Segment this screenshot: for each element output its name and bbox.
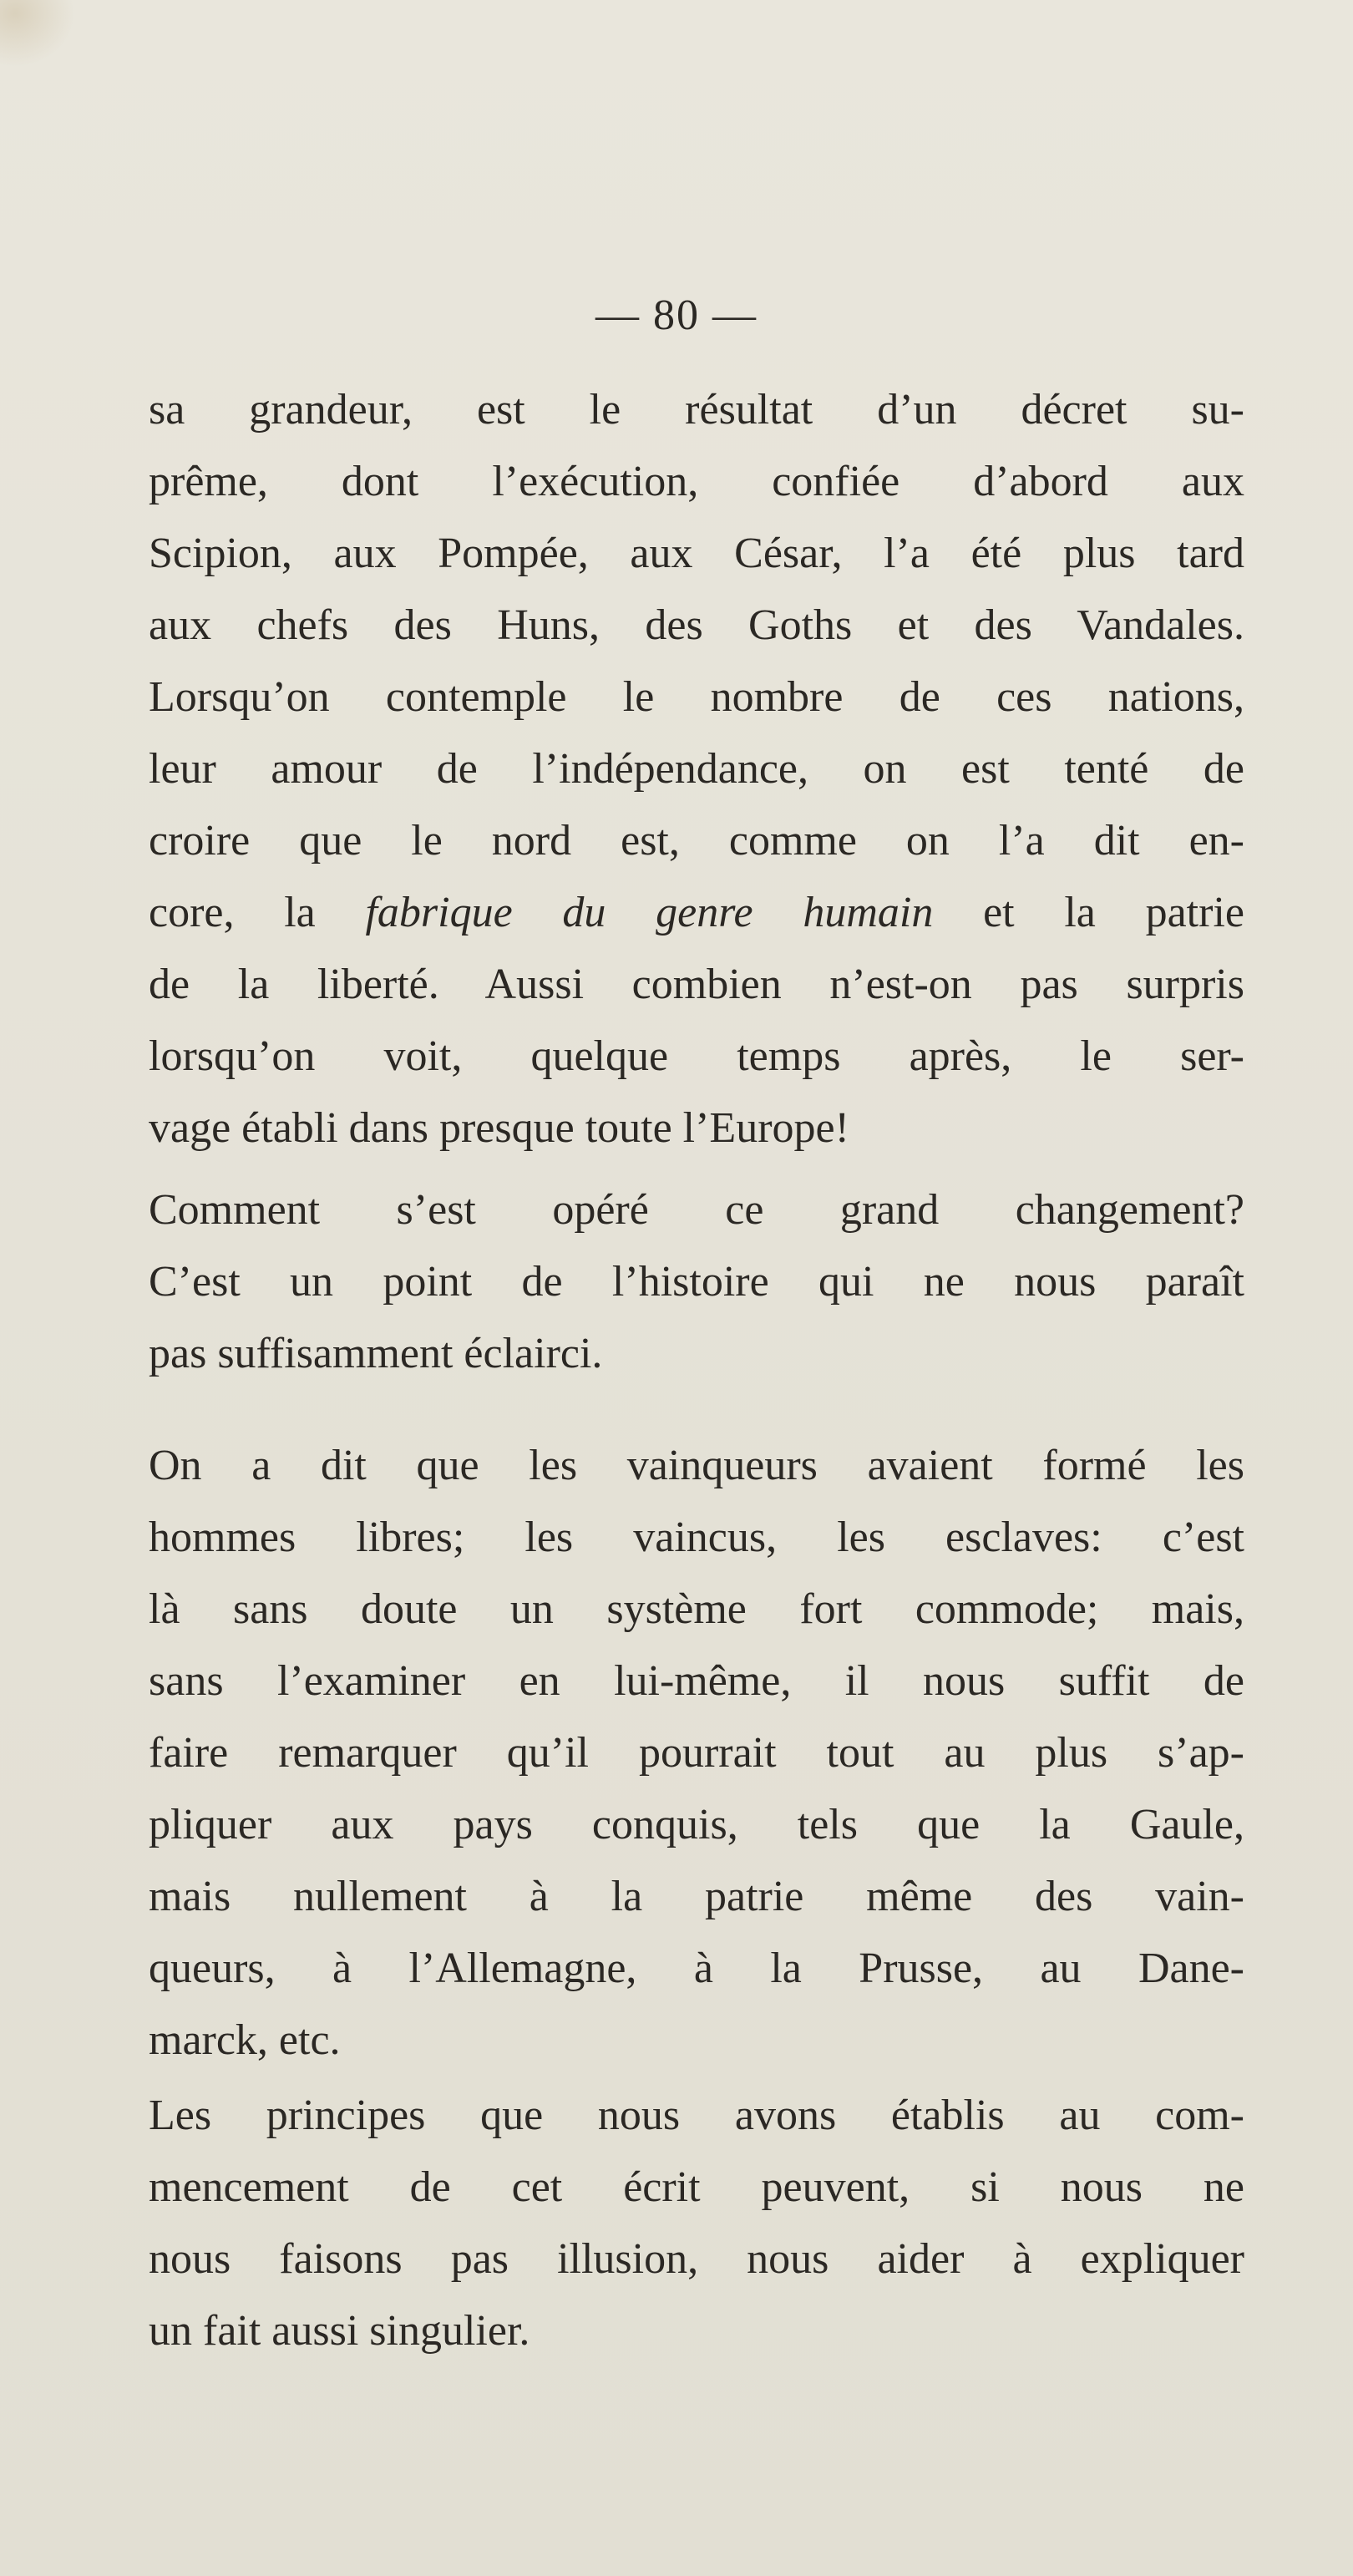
- page-number: — 80 —: [595, 292, 758, 339]
- text-line: Les principes que nous avons établis au com-: [149, 2092, 1244, 2139]
- text-line: Lorsqu’on contemple le nombre de ces nations,: [149, 673, 1244, 721]
- text-line: un fait aussi singulier.: [149, 2307, 530, 2355]
- italic-phrase: fabrique du genre humain: [365, 889, 934, 936]
- text-line: de la liberté. Aussi combien n’est-on pas surpris: [149, 961, 1244, 1008]
- text-line: C’est un point de l’histoire qui ne nous paraît: [149, 1258, 1244, 1306]
- text-line: sa grandeur, est le résultat d’un décret su-: [149, 386, 1244, 434]
- text-line: On a dit que les vainqueurs avaient formé les: [149, 1442, 1244, 1489]
- text-line: pas suffisamment éclairci.: [149, 1330, 603, 1377]
- text-line: mais nullement à la patrie même des vain-: [149, 1873, 1244, 1920]
- paragraph-3: [149, 1430, 1244, 2077]
- text-line: hommes libres; les vaincus, les esclaves: c’est: [149, 1514, 1244, 1561]
- paragraph-1: [149, 374, 1244, 1164]
- text-line: leur amour de l’indépendance, on est tenté de: [149, 745, 1244, 793]
- text-line: lorsqu’on voit, quelque temps après, le ser-: [149, 1032, 1244, 1080]
- line-text-before: core, la: [149, 889, 366, 936]
- text-line: sans l’examiner en lui-même, il nous suffit de: [149, 1657, 1244, 1705]
- text-line: là sans doute un système fort commode; mais,: [149, 1585, 1244, 1633]
- text-line: nous faisons pas illusion, nous aider à expliquer: [149, 2235, 1244, 2283]
- line-text-after: et la patrie: [933, 889, 1244, 936]
- text-line: mencement de cet écrit peuvent, si nous ne: [149, 2163, 1244, 2211]
- text-line: faire remarquer qu’il pourrait tout au plus s’ap-: [149, 1729, 1244, 1777]
- text-line: queurs, à l’Allemagne, à la Prusse, au Dane-: [149, 1945, 1244, 1992]
- text-line: marck, etc.: [149, 2016, 341, 2064]
- text-line: Scipion, aux Pompée, aux César, l’a été plus tard: [149, 530, 1244, 577]
- text-line: pliquer aux pays conquis, tels que la Gaule,: [149, 1801, 1244, 1848]
- text-line: vage établi dans presque toute l’Europe!: [149, 1104, 849, 1152]
- text-line: aux chefs des Huns, des Goths et des Vandales.: [149, 601, 1244, 649]
- text-line: prême, dont l’exécution, confiée d’abord aux: [149, 458, 1244, 505]
- paragraph-2: [149, 1174, 1244, 1390]
- text-line-with-italic: [149, 877, 1244, 949]
- text-line: croire que le nord est, comme on l’a dit en-: [149, 817, 1244, 865]
- paragraph-4: [149, 2080, 1244, 2367]
- text-line: Comment s’est opéré ce grand changement?: [149, 1186, 1244, 1234]
